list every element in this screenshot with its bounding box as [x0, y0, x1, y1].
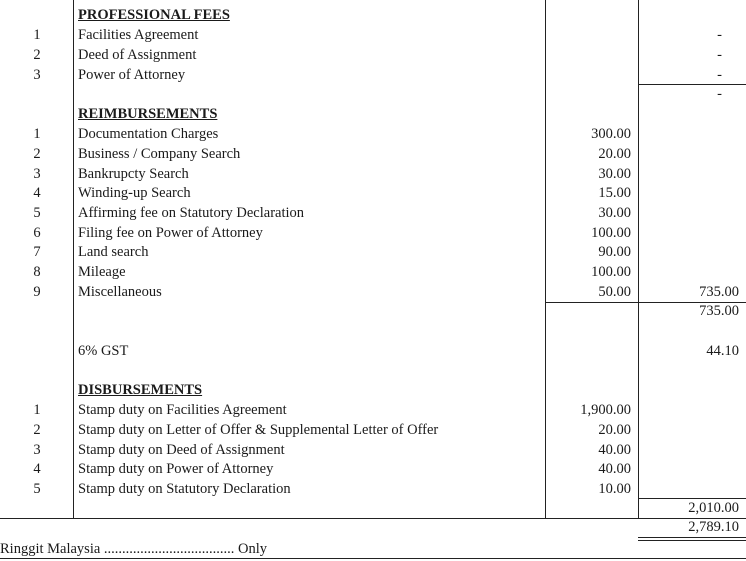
- item-number: 7: [33, 244, 41, 260]
- item-number: 8: [33, 264, 41, 280]
- item-amount: 20.00: [598, 422, 631, 438]
- item-number: 4: [33, 461, 41, 477]
- item-description: Affirming fee on Statutory Declaration: [78, 205, 305, 221]
- item-number: 4: [33, 185, 41, 201]
- item-description: Stamp duty on Facilities Agreement: [78, 402, 287, 418]
- column-divider-description: [73, 0, 74, 518]
- item-description: Bankrupcty Search: [78, 166, 189, 182]
- section-heading: REIMBURSEMENTS: [78, 106, 218, 122]
- item-total: -: [717, 27, 722, 43]
- section-subtotal: 2,010.00: [688, 500, 739, 516]
- column-divider-total: [638, 0, 639, 518]
- item-description: Business / Company Search: [78, 146, 241, 162]
- item-description: Facilities Agreement: [78, 27, 199, 43]
- item-number: 3: [33, 67, 41, 83]
- item-amount: 40.00: [598, 442, 631, 458]
- grand-total: 2,789.10: [688, 519, 739, 535]
- item-number: 9: [33, 284, 41, 300]
- section-heading: DISBURSEMENTS: [78, 382, 203, 398]
- item-amount: 15.00: [598, 185, 631, 201]
- item-description: Stamp duty on Letter of Offer & Supplemental Letter of Offer: [78, 422, 439, 438]
- item-description: Stamp duty on Deed of Assignment: [78, 442, 285, 458]
- item-total: -: [717, 67, 722, 83]
- item-description: Stamp duty on Statutory Declaration: [78, 481, 291, 497]
- item-amount: 40.00: [598, 461, 631, 477]
- gst-amount: 44.10: [706, 343, 739, 359]
- footer-rule: [0, 558, 746, 559]
- item-amount: 20.00: [598, 146, 631, 162]
- item-number: 2: [33, 422, 41, 438]
- item-amount: 1,900.00: [580, 402, 631, 418]
- item-number: 5: [33, 481, 41, 497]
- item-number: 5: [33, 205, 41, 221]
- item-total: 735.00: [699, 284, 739, 300]
- gst-label: 6% GST: [78, 343, 129, 359]
- item-amount: 30.00: [598, 166, 631, 182]
- item-amount: 10.00: [598, 481, 631, 497]
- item-description: Deed of Assignment: [78, 47, 197, 63]
- item-description: Miscellaneous: [78, 284, 162, 300]
- grand-total-double-rule-2: [638, 540, 746, 541]
- item-description: Winding-up Search: [78, 185, 191, 201]
- item-number: 2: [33, 146, 41, 162]
- item-total: -: [717, 47, 722, 63]
- item-number: 3: [33, 166, 41, 182]
- item-amount: 90.00: [598, 244, 631, 260]
- item-amount: 30.00: [598, 205, 631, 221]
- item-amount: 50.00: [598, 284, 631, 300]
- item-number: 6: [33, 225, 41, 241]
- item-number: 3: [33, 442, 41, 458]
- item-number: 1: [33, 402, 41, 418]
- item-number: 2: [33, 47, 41, 63]
- item-description: Land search: [78, 244, 149, 260]
- amount-in-words-line: Ringgit Malaysia .................................... Only: [0, 541, 268, 557]
- item-description: Filing fee on Power of Attorney: [78, 225, 263, 241]
- item-amount: 100.00: [591, 225, 631, 241]
- item-description: Stamp duty on Power of Attorney: [78, 461, 274, 477]
- table-bottom-rule: [0, 518, 746, 519]
- item-number: 1: [33, 126, 41, 142]
- section-heading: PROFESSIONAL FEES: [78, 7, 230, 23]
- item-description: Mileage: [78, 264, 126, 280]
- section-subtotal: 735.00: [699, 303, 739, 319]
- disbursements-subtotal-rule: [638, 498, 746, 499]
- professional-fees-subtotal-rule: [638, 84, 746, 85]
- column-divider-amount: [545, 0, 546, 518]
- section-subtotal: -: [717, 86, 722, 102]
- grand-total-double-rule-1: [638, 537, 746, 538]
- item-amount: 300.00: [591, 126, 631, 142]
- item-number: 1: [33, 27, 41, 43]
- item-description: Documentation Charges: [78, 126, 219, 142]
- item-amount: 100.00: [591, 264, 631, 280]
- item-description: Power of Attorney: [78, 67, 186, 83]
